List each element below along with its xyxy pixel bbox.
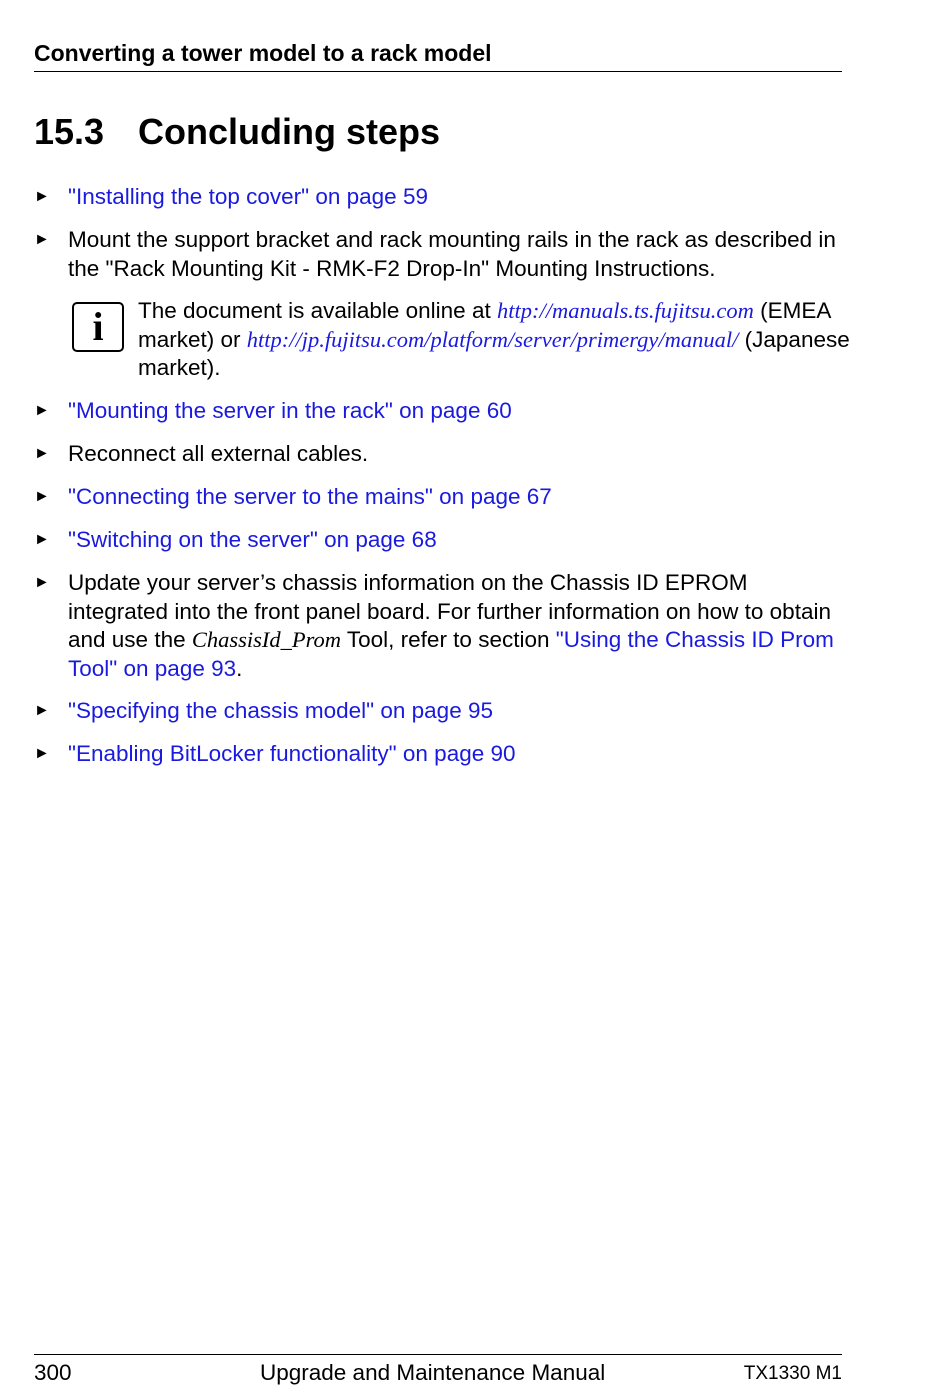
- note-text: (EMEA market) or: [138, 298, 831, 352]
- note-text: The document is available online at: [138, 298, 497, 323]
- bullet-arrow-icon: ►: [34, 488, 50, 505]
- running-header: [34, 38, 842, 72]
- page-number: 300: [34, 1360, 72, 1385]
- step-3: [34, 397, 842, 426]
- bullet-arrow-icon: ►: [34, 745, 50, 762]
- step-text: Tool, refer to section: [341, 627, 556, 652]
- step-text: Mount the support bracket and rack mounting rails in the rack as described in the "Rack Mounting Kit - RMK-F2 Drop-In" Mounting Instructions.: [68, 227, 836, 281]
- link-connecting-mains[interactable]: "Connecting the server to the mains" on page 67: [68, 484, 552, 509]
- section-title: Concluding steps: [138, 111, 441, 152]
- running-title: Converting a tower model to a rack model: [34, 40, 492, 66]
- note-text: (Japanese market).: [138, 326, 850, 380]
- section-heading: [34, 108, 440, 156]
- page-footer: [34, 1354, 842, 1386]
- link-installing-top-cover[interactable]: "Installing the top cover" on page 59: [68, 184, 428, 209]
- step-text: Reconnect all external cables.: [68, 441, 369, 466]
- bullet-arrow-icon: ►: [34, 531, 50, 548]
- manual-title: Upgrade and Maintenance Manual: [260, 1360, 606, 1385]
- bullet-arrow-icon: ►: [34, 702, 50, 719]
- link-manuals-url[interactable]: http://manuals.ts.fujitsu.com: [496, 298, 754, 323]
- step-8: [34, 697, 842, 726]
- step-5: [34, 483, 842, 512]
- model-name: TX1330 M1: [743, 1363, 842, 1384]
- step-9: [34, 740, 842, 769]
- step-6: [34, 526, 842, 555]
- section-number: 15.3: [34, 111, 105, 152]
- step-text: .: [236, 655, 243, 681]
- bullet-arrow-icon: ►: [34, 188, 50, 205]
- step-4: [34, 440, 842, 469]
- step-7: [34, 569, 842, 683]
- link-chassis-id-prom-tool[interactable]: "Using the Chassis ID Prom Tool" on page 93: [68, 627, 834, 681]
- bullet-arrow-icon: ►: [34, 402, 50, 419]
- bullet-arrow-icon: ►: [34, 574, 50, 591]
- step-1: [34, 183, 842, 212]
- bullet-arrow-icon: ►: [34, 445, 50, 462]
- step-text: Update your server’s chassis information on the Chassis ID EPROM integrated into the front panel board. For further information on how to obtain and use the: [68, 570, 831, 652]
- bullet-arrow-icon: ►: [34, 231, 50, 248]
- link-specifying-chassis[interactable]: "Specifying the chassis model" on page 95: [68, 698, 493, 723]
- step-2: [34, 226, 842, 283]
- link-switching-on[interactable]: "Switching on the server" on page 68: [68, 527, 437, 552]
- tool-name: ChassisId_Prom: [191, 627, 342, 652]
- link-jp-url[interactable]: http://jp.fujitsu.com/platform/server/primergy/manual/: [246, 326, 739, 352]
- info-note: [72, 297, 852, 383]
- info-icon: i: [72, 302, 124, 352]
- link-enabling-bitlocker[interactable]: "Enabling BitLocker functionality" on page 90: [68, 741, 516, 766]
- link-mounting-server[interactable]: "Mounting the server in the rack" on page 60: [68, 398, 512, 423]
